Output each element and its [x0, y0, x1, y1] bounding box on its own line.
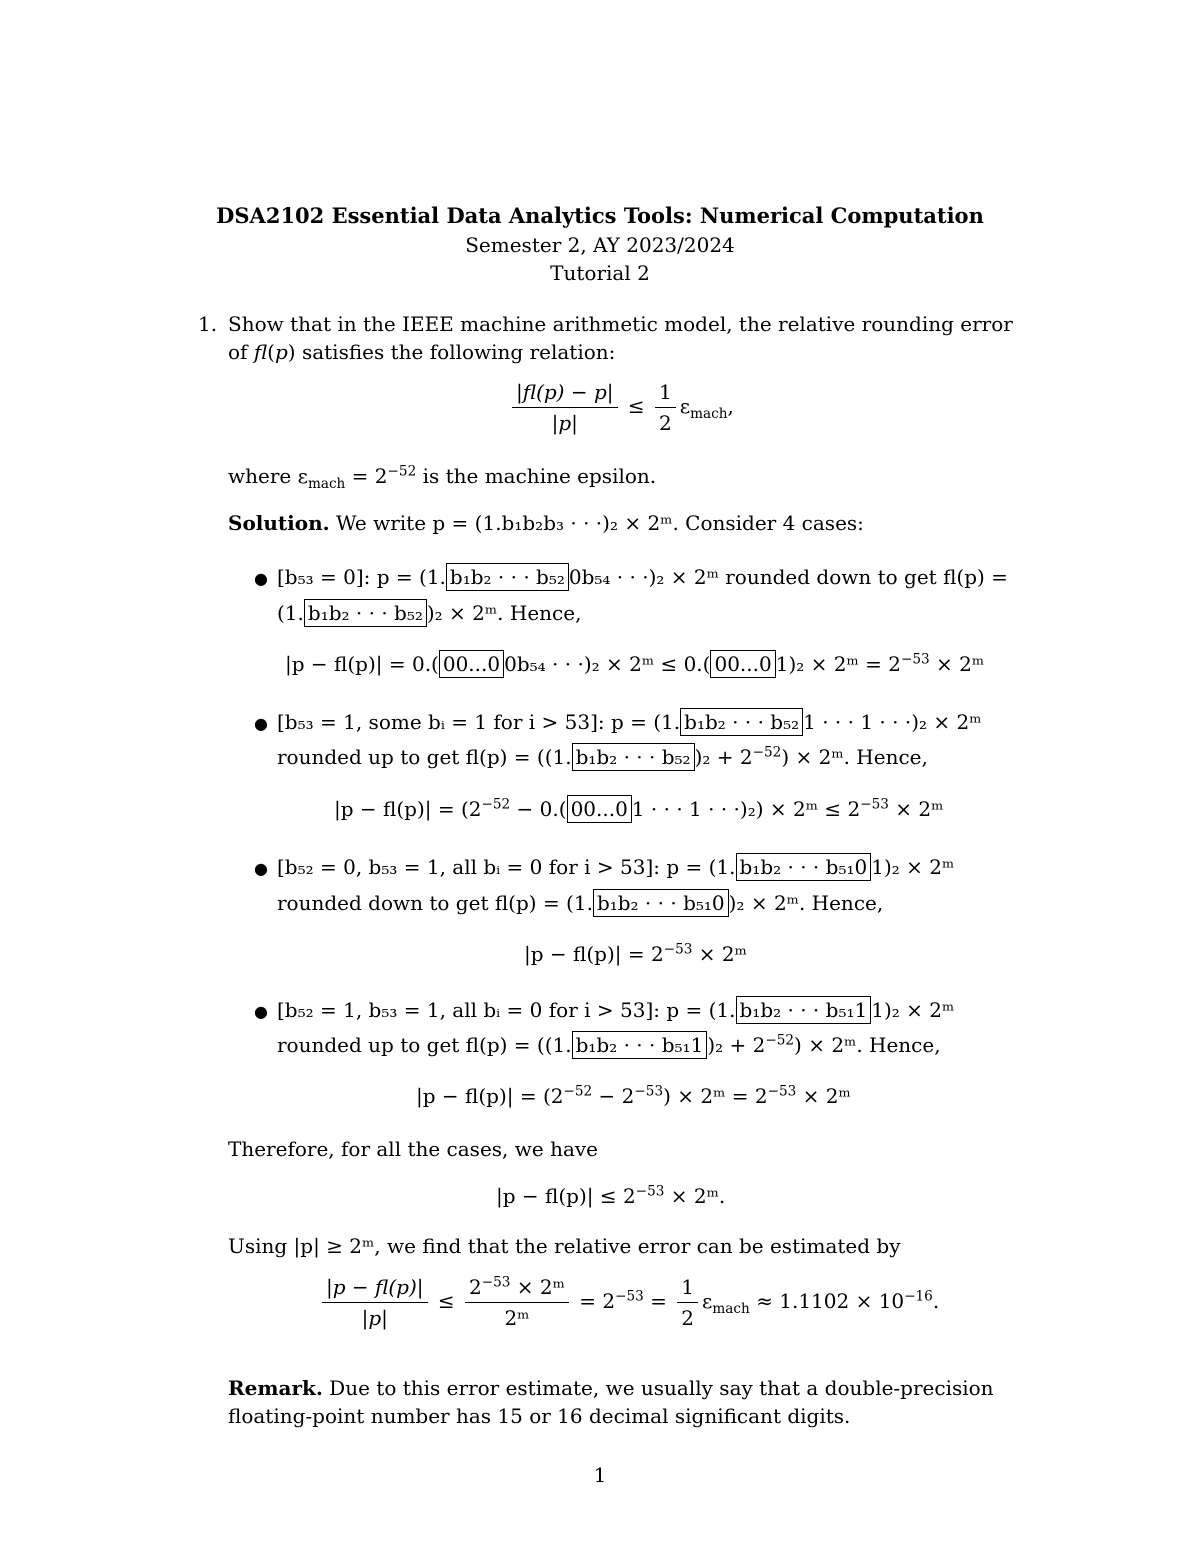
problem-line-1: Show that in the IEEE machine arithmetic model, the relative rounding error — [228, 312, 1013, 336]
remark-line-2: floating-point number has 15 or 16 decimal significant digits. — [228, 1404, 851, 1428]
document-title: DSA2102 Essential Data Analytics Tools: Numerical Computation — [216, 203, 984, 228]
case-1-line-1: [b₅₃ = 0]: p = (1. b₁b₂ · · · b₅₂ 0b₅₄ · · ·)₂ × 2ᵐ rounded down to get fl(p) = — [277, 565, 1008, 589]
case-2-line-2: rounded up to get fl(p) = ((1. b₁b₂ · · · b₅₂ )$_2 + 2^{-52}$) × 2ᵐ. Hence, — [277, 744, 928, 769]
relative-error-equation: $\frac{|p - fl(p)|}{|p|}$ ≤ $\frac{2^{-53} \times 2ᵐ}{\text{2ᵐ}}$ = $2^{-53}$ = $\frac{1}{2}$ $\varepsilon_{mach} \approx 1.1102 \times 10^{-16}$. — [318, 1275, 939, 1330]
case-4-line-1: [b₅₂ = 1, b₅₃ = 1, all bᵢ = 0 for i > 53]: p = (1. b₁b₂ · · · b₅₁1 1)₂ × 2ᵐ — [277, 998, 955, 1022]
using-line: Using |p| ≥ 2ᵐ, we find that the relative error can be estimated by — [228, 1234, 901, 1258]
semester-line: Semester 2, AY 2023/2024 — [465, 233, 735, 257]
case-2-equation: $|p - fl(p)| = (2^{-52} - 0$.( 00...0 1 · · · 1 · · ·)₂) × 2ᵐ ≤ $2^{-53}$ × 2ᵐ — [334, 796, 944, 821]
remark-line-1: Remark. Due to this error estimate, we usually say that a double-precision — [228, 1376, 994, 1400]
bullet-3: ● — [254, 859, 268, 878]
case-3-line-2: rounded down to get fl(p) = (1. b₁b₂ · · · b₅₁0 )₂ × 2ᵐ. Hence, — [277, 891, 884, 915]
combined-bound-equation: $|p - fl(p)| \le 2^{-53}$ × 2ᵐ. — [496, 1183, 726, 1208]
solution-intro: Solution. We write p = (1.b₁b₂b₃ · · ·)₂ × 2ᵐ. Consider 4 cases: — [228, 511, 864, 535]
case-2-line-1: [b₅₃ = 1, some bᵢ = 1 for i > 53]: p = (1. b₁b₂ · · · b₅₂ 1 · · · 1 · · ·)₂ × 2ᵐ — [277, 710, 982, 734]
case-4-equation: $|p - fl(p)| = (2^{-52} - 2^{-53})$ × 2ᵐ = $2^{-53}$ × 2ᵐ — [416, 1083, 851, 1108]
where-line: where $\varepsilon_{mach} = 2^{-52}$ is the machine epsilon. — [228, 463, 657, 492]
therefore-line: Therefore, for all the cases, we have — [228, 1137, 599, 1161]
case-3-line-1: [b₅₂ = 0, b₅₃ = 1, all bᵢ = 0 for i > 53]: p = (1. b₁b₂ · · · b₅₁0 1)₂ × 2ᵐ — [277, 855, 955, 879]
case-3-equation: $|p - fl(p)| = 2^{-53}$ × 2ᵐ — [524, 941, 747, 966]
page-number: 1 — [593, 1463, 607, 1487]
bullet-1: ● — [254, 569, 268, 588]
bullet-2: ● — [254, 714, 268, 733]
relation-equation: $\frac{|fl(p) - p|}{|p|}$ ≤ $\frac{1}{2}$ $\varepsilon_{mach}$, — [508, 380, 734, 435]
case-1-line-2: (1. b₁b₂ · · · b₅₂ )₂ × 2ᵐ. Hence, — [277, 601, 582, 625]
problem-number: 1. — [198, 312, 218, 336]
case-4-line-2: rounded up to get fl(p) = ((1. b₁b₂ · · · b₅₁1 )$_2 + 2^{-52}$) × 2ᵐ. Hence, — [277, 1032, 941, 1057]
problem-line-2: of fl(p) satisfies the following relation: — [228, 340, 616, 364]
bullet-4: ● — [254, 1002, 268, 1021]
tutorial-line: Tutorial 2 — [550, 261, 650, 285]
case-1-equation: |p − fl(p)| = 0.( 00...0 0b₅₄ · · ·)₂ × 2ᵐ ≤ 0.( 00...0 1)₂ × 2ᵐ = $2^{-53}$ × 2ᵐ — [285, 651, 985, 676]
